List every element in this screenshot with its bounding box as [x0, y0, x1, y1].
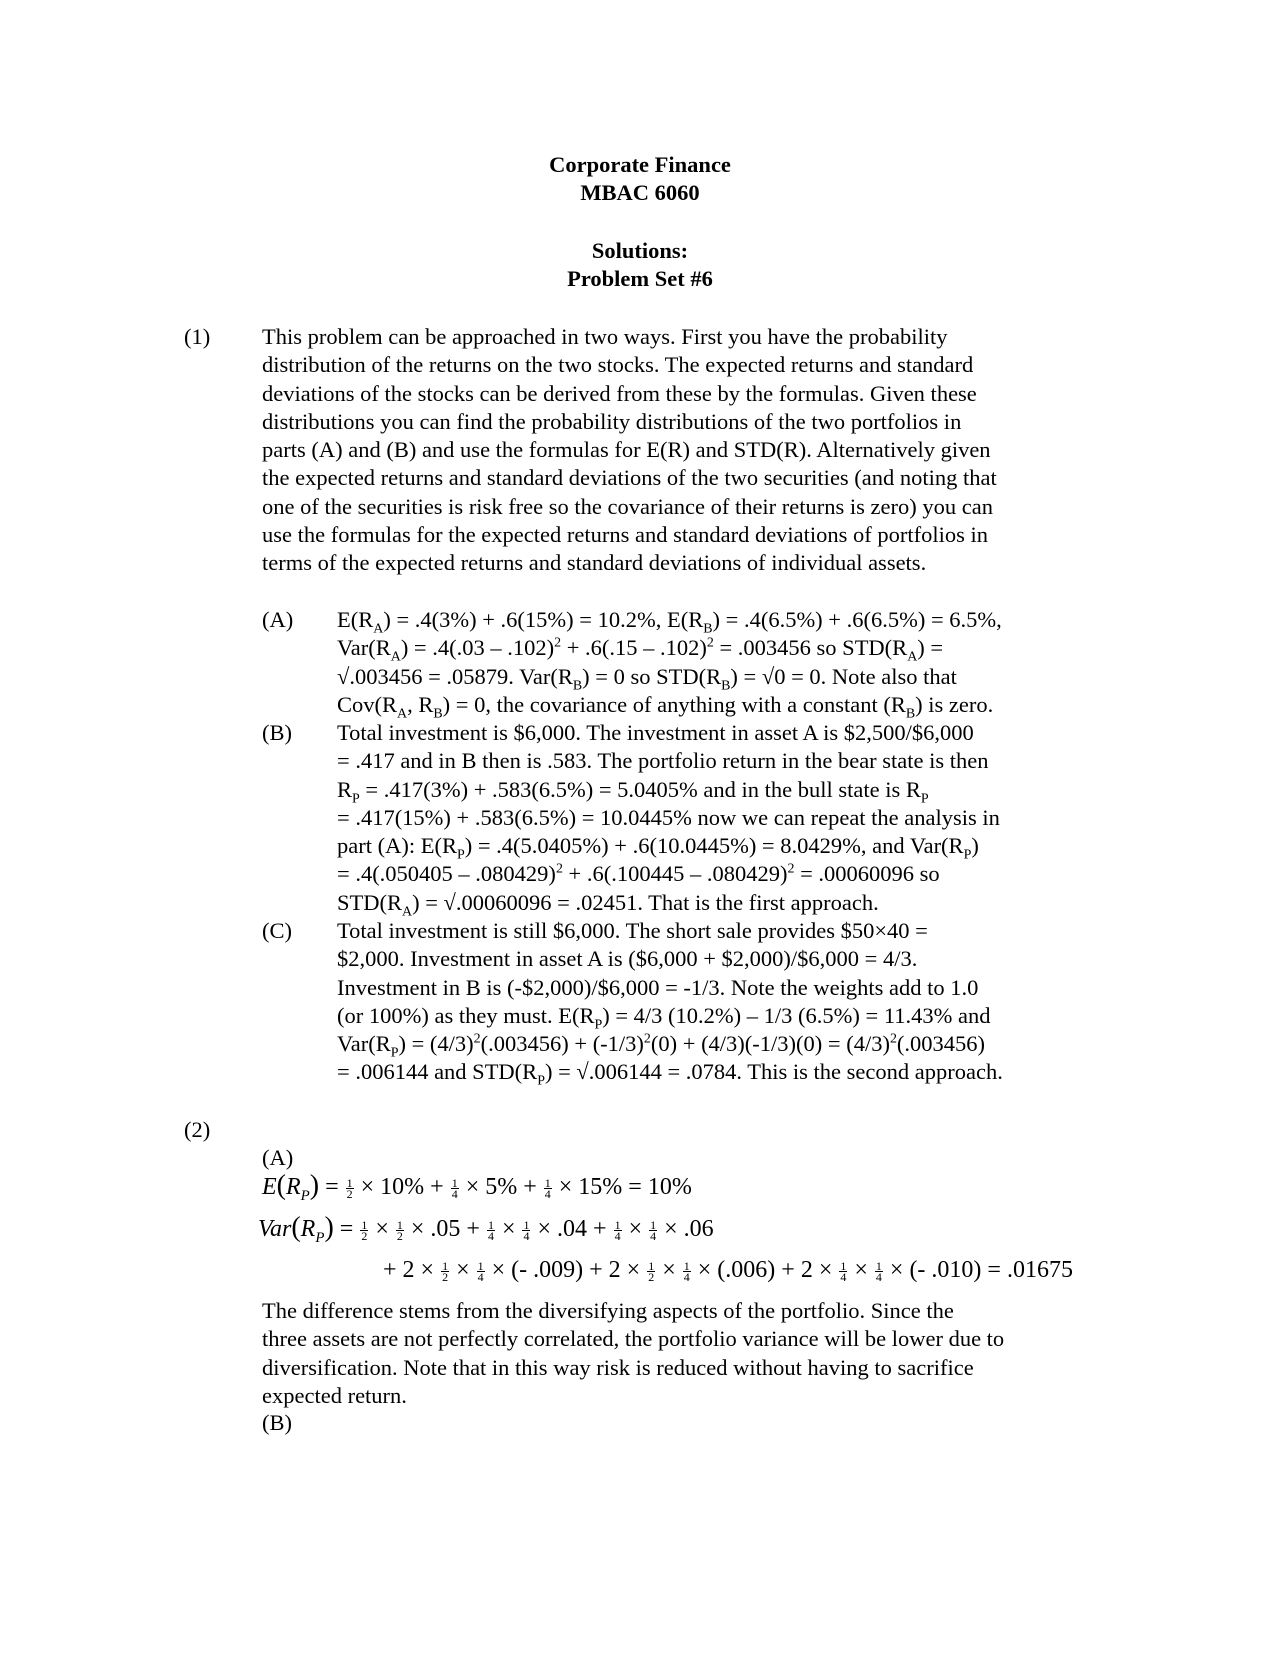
math-line: Investment in B is (-$2,000)/$6,000 = -1/3. Note the weights add to 1.0: [337, 974, 979, 1000]
math-line: √.003456 = .05879. $Var(R_B) = 0$ so $STD(R_B) = √0 = 0$. Note also that: [337, 663, 957, 694]
fraction: $\frac{1}{4}$: [875, 1258, 882, 1284]
course-code: MBAC 6060: [580, 179, 700, 205]
part-b-text: [337, 719, 1107, 920]
math-line: $STD(R_A) = √.00060096 = .02451$. That is the first approach.: [337, 889, 879, 920]
math-line: (or 100%) as they must. $E(R_P) = 4/3$ (10.2%) – 1/3 (6.5%) = 11.43% and: [337, 1002, 991, 1033]
intro-line: one of the securities is risk free so the covariance of their returns is zero) you can: [262, 493, 993, 519]
question-1-intro: [262, 323, 1102, 578]
fraction: $\frac{1}{4}$: [451, 1175, 458, 1201]
intro-line: use the formulas for the expected returns and standard deviations of portfolios in: [262, 522, 989, 548]
expected-return-equation: $E(R_P)$ = $\frac{1}{2}$ × 10% + $\frac{1}{4}$ × 5% + $\frac{1}{4}$ × 15% = 10%: [262, 1170, 692, 1204]
title-block: [0, 151, 1280, 206]
part-c-text: [337, 917, 1107, 1087]
part-b-label: (B): [262, 720, 292, 745]
math-line: $Var(R_A) = .4(.03 - .102)^2 + .6(.15 - .102)^2 = .003456$ so $STD(R_A)$ =: [337, 635, 944, 665]
math-line: $Cov(R_A$, $R_B) = 0$, the covariance of anything with a constant $(R_B)$ is zero.: [337, 691, 994, 722]
q2-discussion: [262, 1297, 1112, 1410]
math-line: = .4(.050405 – .080429)$^2$ + .6(.100445 – .080429)$^2$ = .00060096 so: [337, 861, 940, 887]
fraction: $\frac{1}{4}$: [523, 1217, 530, 1243]
fraction: $\frac{1}{4}$: [614, 1217, 621, 1243]
fraction: $\frac{1}{2}$: [346, 1175, 353, 1201]
discussion-line: expected return.: [262, 1382, 407, 1408]
course-title: Corporate Finance: [549, 152, 731, 177]
math-line: $2,000. Investment in asset A is ($6,000 + $2,000)/$6,000 = 4/3.: [337, 946, 918, 972]
fraction: $\frac{1}{2}$: [442, 1258, 449, 1284]
math-line: = .417 and in B then is .583. The portfolio return in the bear state is then: [337, 748, 989, 774]
intro-line: deviations of the stocks can be derived from these by the formulas. Given these: [262, 380, 977, 406]
fraction: $\frac{1}{2}$: [396, 1217, 403, 1243]
problem-set-heading: Problem Set #6: [567, 265, 713, 291]
fraction: $\frac{1}{2}$: [648, 1258, 655, 1284]
fraction: $\frac{1}{4}$: [477, 1258, 484, 1284]
part-c-label: (C): [262, 918, 292, 943]
intro-line: distributions you can find the probability distributions of the two portfolios in: [262, 408, 962, 434]
math-line: $Var(R_P) = (4/3)^2(.003456) + (-1/3)^2(0) + (4/3)(-1/3)(0) = (4/3)^2(.003456)$: [337, 1031, 986, 1061]
fraction: $\frac{1}{2}$: [361, 1217, 368, 1243]
question-1-number: (1): [184, 324, 211, 349]
math-line: $E(R_A) = .4(3\%) + .6(15\%) = 10.2\%$, $E(R_B) = .4(6.5\%) + .6(6.5\%) = 6.5\%$,: [337, 607, 1002, 637]
variance-equation-line-2: + 2 × $\frac{1}{2}$ × $\frac{1}{4}$ × (- .009) + 2 × $\frac{1}{2}$ × $\frac{1}{4}$ × (.006) + 2 × $\frac{1}{4}$ × $\frac{1}{4}$ × (- .010) = .01675: [383, 1257, 1073, 1284]
intro-line: parts (A) and (B) and use the formulas for E(R) and STD(R). Alternatively given: [262, 437, 991, 463]
math-line: $R_P = .417(3\%) + .583(6.5\%) = 5.0405\%$ and in the bull state is $R_P$: [337, 776, 929, 807]
subtitle-block: [0, 237, 1280, 292]
part-a-label: (A): [262, 607, 294, 632]
intro-line: This problem can be approached in two ways. First you have the probability: [262, 324, 948, 349]
fraction: $\frac{1}{4}$: [544, 1175, 551, 1201]
q2-part-b-label: (B): [262, 1410, 292, 1435]
question-2-number: (2): [184, 1117, 211, 1142]
discussion-line: The difference stems from the diversifying aspects of the portfolio. Since the: [262, 1298, 954, 1323]
math-line: part (A): $E(R_P) = .4(5.0405\%) + .6(10.0445\%) = 8.0429\%$, and $Var(R_P)$: [337, 833, 979, 863]
variance-equation-line-1: $Var(R_P)$ = $\frac{1}{2}$ × $\frac{1}{2}$ × .05 + $\frac{1}{4}$ × $\frac{1}{4}$ × .04 + $\frac{1}{4}$ × $\frac{1}{4}$ × .06: [258, 1212, 714, 1246]
intro-line: distribution of the returns on the two stocks. The expected returns and standard: [262, 352, 974, 378]
math-line: Total investment is $6,000. The investment in asset A is $2,500/$6,000: [337, 720, 974, 745]
fraction: $\frac{1}{4}$: [840, 1258, 847, 1284]
math-line: Total investment is still $6,000. The short sale provides $50×40 =: [337, 918, 928, 943]
discussion-line: diversification. Note that in this way risk is reduced without having to sacrifice: [262, 1354, 974, 1380]
math-line: = .006144 and $STD(R_P) = √.006144 = .0784$. This is the second approach.: [337, 1059, 1003, 1089]
part-a-text: [337, 606, 1107, 722]
fraction: $\frac{1}{4}$: [650, 1217, 657, 1243]
solutions-heading: Solutions:: [591, 238, 689, 263]
q2-part-a-label: (A): [262, 1145, 294, 1170]
math-line: = .417(15%) + .583(6.5%) = 10.0445% now we can repeat the analysis in: [337, 804, 1000, 830]
intro-line: terms of the expected returns and standard deviations of individual assets.: [262, 550, 927, 576]
discussion-line: three assets are not perfectly correlated, the portfolio variance will be lower due to: [262, 1326, 1005, 1352]
fraction: $\frac{1}{4}$: [683, 1258, 690, 1284]
fraction: $\frac{1}{4}$: [487, 1217, 494, 1243]
intro-line: the expected returns and standard deviations of the two securities (and noting that: [262, 465, 997, 491]
